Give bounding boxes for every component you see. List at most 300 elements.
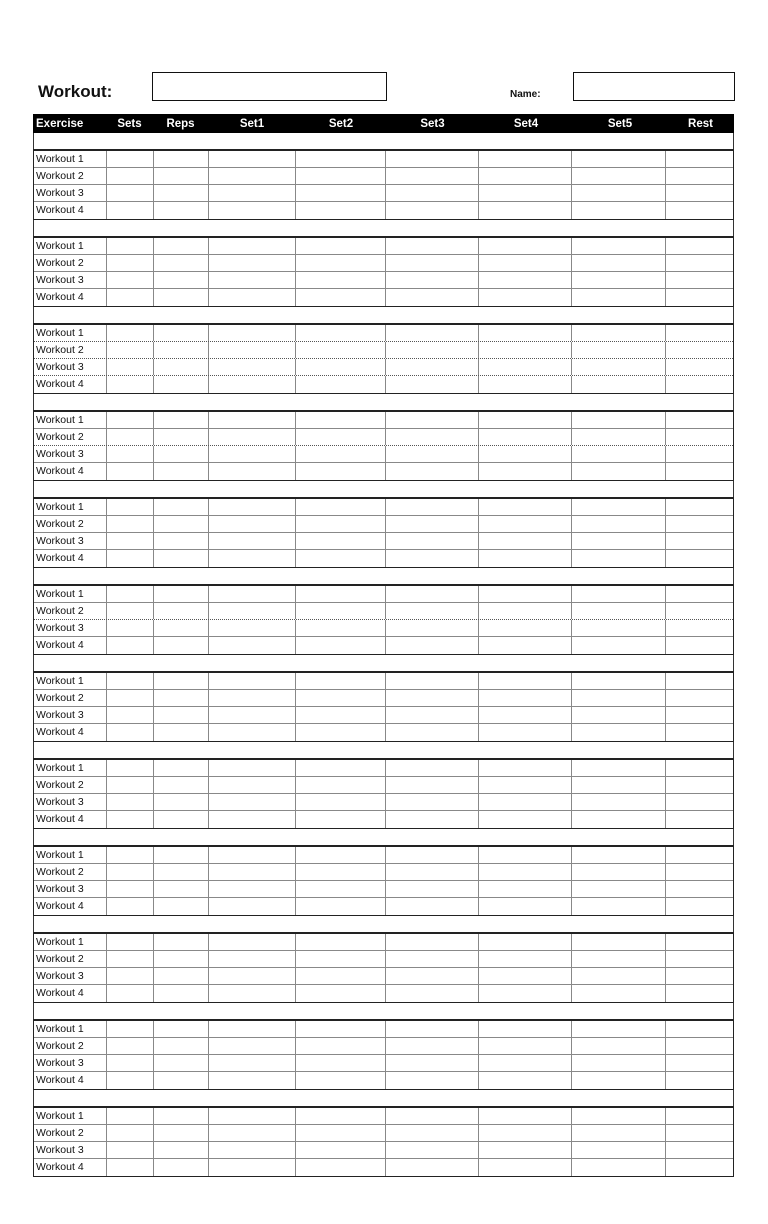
entry-cell[interactable] [666, 1038, 733, 1054]
entry-cell[interactable] [107, 202, 154, 219]
entry-cell[interactable] [572, 342, 666, 358]
entry-cell[interactable] [666, 724, 733, 741]
entry-cell[interactable] [572, 499, 666, 515]
entry-cell[interactable] [209, 864, 297, 880]
entry-cell[interactable] [479, 690, 573, 706]
entry-cell[interactable] [296, 724, 386, 741]
entry-cell[interactable] [209, 934, 297, 950]
entry-cell[interactable] [296, 1159, 386, 1176]
entry-cell[interactable] [479, 289, 573, 306]
entry-cell[interactable] [296, 985, 386, 1002]
entry-cell[interactable] [386, 412, 479, 428]
entry-cell[interactable] [209, 603, 297, 619]
entry-cell[interactable] [666, 289, 733, 306]
entry-cell[interactable] [107, 968, 154, 984]
entry-cell[interactable] [209, 1021, 297, 1037]
entry-cell[interactable] [107, 1038, 154, 1054]
entry-cell[interactable] [386, 586, 479, 602]
entry-cell[interactable] [572, 794, 666, 810]
entry-cell[interactable] [386, 376, 479, 393]
entry-cell[interactable] [296, 272, 386, 288]
entry-cell[interactable] [107, 760, 154, 776]
entry-cell[interactable] [209, 289, 297, 306]
entry-cell[interactable] [296, 968, 386, 984]
entry-cell[interactable] [479, 185, 573, 201]
entry-cell[interactable] [386, 1038, 479, 1054]
entry-cell[interactable] [154, 760, 209, 776]
entry-cell[interactable] [666, 272, 733, 288]
entry-cell[interactable] [572, 359, 666, 375]
entry-cell[interactable] [572, 1072, 666, 1089]
entry-cell[interactable] [107, 620, 154, 636]
entry-cell[interactable] [386, 1108, 479, 1124]
entry-cell[interactable] [209, 516, 297, 532]
entry-cell[interactable] [107, 1159, 154, 1176]
entry-cell[interactable] [666, 1125, 733, 1141]
entry-cell[interactable] [386, 811, 479, 828]
entry-cell[interactable] [666, 359, 733, 375]
entry-cell[interactable] [209, 272, 297, 288]
entry-cell[interactable] [296, 238, 386, 254]
entry-cell[interactable] [572, 272, 666, 288]
entry-cell[interactable] [479, 412, 573, 428]
entry-cell[interactable] [154, 1159, 209, 1176]
entry-cell[interactable] [666, 202, 733, 219]
entry-cell[interactable] [479, 968, 573, 984]
entry-cell[interactable] [296, 376, 386, 393]
entry-cell[interactable] [107, 151, 154, 167]
entry-cell[interactable] [572, 934, 666, 950]
entry-cell[interactable] [666, 777, 733, 793]
entry-cell[interactable] [572, 1055, 666, 1071]
entry-cell[interactable] [107, 586, 154, 602]
entry-cell[interactable] [479, 1038, 573, 1054]
entry-cell[interactable] [209, 376, 297, 393]
entry-cell[interactable] [107, 794, 154, 810]
entry-cell[interactable] [386, 673, 479, 689]
entry-cell[interactable] [296, 794, 386, 810]
entry-cell[interactable] [154, 811, 209, 828]
entry-cell[interactable] [479, 881, 573, 897]
entry-cell[interactable] [154, 794, 209, 810]
entry-cell[interactable] [296, 934, 386, 950]
entry-cell[interactable] [296, 1021, 386, 1037]
entry-cell[interactable] [107, 238, 154, 254]
entry-cell[interactable] [107, 533, 154, 549]
entry-cell[interactable] [296, 637, 386, 654]
entry-cell[interactable] [154, 934, 209, 950]
entry-cell[interactable] [209, 637, 297, 654]
entry-cell[interactable] [479, 238, 573, 254]
entry-cell[interactable] [572, 255, 666, 271]
entry-cell[interactable] [479, 586, 573, 602]
entry-cell[interactable] [666, 934, 733, 950]
entry-cell[interactable] [296, 429, 386, 445]
entry-cell[interactable] [479, 1108, 573, 1124]
entry-cell[interactable] [479, 794, 573, 810]
entry-cell[interactable] [572, 376, 666, 393]
entry-cell[interactable] [154, 586, 209, 602]
entry-cell[interactable] [209, 202, 297, 219]
entry-cell[interactable] [154, 325, 209, 341]
workout-name-field[interactable] [152, 72, 387, 101]
entry-cell[interactable] [296, 499, 386, 515]
entry-cell[interactable] [479, 603, 573, 619]
entry-cell[interactable] [572, 289, 666, 306]
entry-cell[interactable] [666, 185, 733, 201]
entry-cell[interactable] [572, 168, 666, 184]
entry-cell[interactable] [209, 1125, 297, 1141]
entry-cell[interactable] [386, 1021, 479, 1037]
entry-cell[interactable] [154, 707, 209, 723]
entry-cell[interactable] [386, 1142, 479, 1158]
entry-cell[interactable] [666, 1072, 733, 1089]
entry-cell[interactable] [209, 760, 297, 776]
entry-cell[interactable] [154, 185, 209, 201]
entry-cell[interactable] [209, 359, 297, 375]
entry-cell[interactable] [666, 376, 733, 393]
entry-cell[interactable] [479, 325, 573, 341]
entry-cell[interactable] [154, 376, 209, 393]
entry-cell[interactable] [154, 603, 209, 619]
entry-cell[interactable] [107, 847, 154, 863]
entry-cell[interactable] [154, 637, 209, 654]
entry-cell[interactable] [107, 934, 154, 950]
entry-cell[interactable] [154, 881, 209, 897]
entry-cell[interactable] [296, 586, 386, 602]
entry-cell[interactable] [296, 1072, 386, 1089]
entry-cell[interactable] [296, 325, 386, 341]
entry-cell[interactable] [209, 185, 297, 201]
entry-cell[interactable] [666, 499, 733, 515]
entry-cell[interactable] [572, 951, 666, 967]
entry-cell[interactable] [666, 811, 733, 828]
entry-cell[interactable] [572, 620, 666, 636]
entry-cell[interactable] [209, 777, 297, 793]
entry-cell[interactable] [107, 777, 154, 793]
entry-cell[interactable] [572, 968, 666, 984]
entry-cell[interactable] [666, 794, 733, 810]
entry-cell[interactable] [572, 864, 666, 880]
entry-cell[interactable] [209, 794, 297, 810]
entry-cell[interactable] [386, 794, 479, 810]
entry-cell[interactable] [479, 985, 573, 1002]
entry-cell[interactable] [386, 690, 479, 706]
entry-cell[interactable] [572, 1108, 666, 1124]
entry-cell[interactable] [209, 342, 297, 358]
entry-cell[interactable] [209, 1108, 297, 1124]
entry-cell[interactable] [572, 185, 666, 201]
entry-cell[interactable] [572, 690, 666, 706]
entry-cell[interactable] [107, 811, 154, 828]
entry-cell[interactable] [479, 898, 573, 915]
entry-cell[interactable] [386, 342, 479, 358]
entry-cell[interactable] [209, 847, 297, 863]
entry-cell[interactable] [572, 1021, 666, 1037]
entry-cell[interactable] [479, 760, 573, 776]
entry-cell[interactable] [154, 968, 209, 984]
entry-cell[interactable] [107, 637, 154, 654]
entry-cell[interactable] [386, 429, 479, 445]
entry-cell[interactable] [154, 151, 209, 167]
entry-cell[interactable] [107, 325, 154, 341]
entry-cell[interactable] [666, 168, 733, 184]
entry-cell[interactable] [296, 463, 386, 480]
entry-cell[interactable] [296, 777, 386, 793]
entry-cell[interactable] [296, 168, 386, 184]
entry-cell[interactable] [154, 1038, 209, 1054]
entry-cell[interactable] [479, 463, 573, 480]
entry-cell[interactable] [479, 272, 573, 288]
entry-cell[interactable] [107, 168, 154, 184]
entry-cell[interactable] [154, 168, 209, 184]
entry-cell[interactable] [154, 724, 209, 741]
entry-cell[interactable] [154, 446, 209, 462]
entry-cell[interactable] [572, 412, 666, 428]
entry-cell[interactable] [386, 446, 479, 462]
entry-cell[interactable] [296, 690, 386, 706]
entry-cell[interactable] [666, 533, 733, 549]
entry-cell[interactable] [209, 446, 297, 462]
entry-cell[interactable] [666, 603, 733, 619]
entry-cell[interactable] [386, 1072, 479, 1089]
entry-cell[interactable] [572, 985, 666, 1002]
entry-cell[interactable] [107, 185, 154, 201]
entry-cell[interactable] [107, 516, 154, 532]
entry-cell[interactable] [386, 463, 479, 480]
entry-cell[interactable] [154, 429, 209, 445]
entry-cell[interactable] [572, 446, 666, 462]
entry-cell[interactable] [479, 255, 573, 271]
entry-cell[interactable] [296, 533, 386, 549]
entry-cell[interactable] [666, 968, 733, 984]
entry-cell[interactable] [572, 637, 666, 654]
entry-cell[interactable] [154, 238, 209, 254]
entry-cell[interactable] [209, 985, 297, 1002]
entry-cell[interactable] [572, 760, 666, 776]
entry-cell[interactable] [209, 1038, 297, 1054]
entry-cell[interactable] [107, 898, 154, 915]
entry-cell[interactable] [666, 412, 733, 428]
entry-cell[interactable] [107, 342, 154, 358]
entry-cell[interactable] [479, 202, 573, 219]
entry-cell[interactable] [154, 777, 209, 793]
entry-cell[interactable] [296, 1055, 386, 1071]
entry-cell[interactable] [296, 864, 386, 880]
entry-cell[interactable] [386, 934, 479, 950]
entry-cell[interactable] [666, 1108, 733, 1124]
entry-cell[interactable] [386, 151, 479, 167]
entry-cell[interactable] [479, 151, 573, 167]
entry-cell[interactable] [479, 1072, 573, 1089]
entry-cell[interactable] [479, 1021, 573, 1037]
entry-cell[interactable] [572, 202, 666, 219]
entry-cell[interactable] [107, 1021, 154, 1037]
entry-cell[interactable] [479, 620, 573, 636]
entry-cell[interactable] [107, 376, 154, 393]
entry-cell[interactable] [386, 1055, 479, 1071]
entry-cell[interactable] [296, 603, 386, 619]
entry-cell[interactable] [479, 951, 573, 967]
entry-cell[interactable] [479, 864, 573, 880]
entry-cell[interactable] [154, 1108, 209, 1124]
entry-cell[interactable] [479, 429, 573, 445]
entry-cell[interactable] [209, 550, 297, 567]
entry-cell[interactable] [666, 516, 733, 532]
entry-cell[interactable] [386, 238, 479, 254]
entry-cell[interactable] [209, 586, 297, 602]
entry-cell[interactable] [666, 951, 733, 967]
entry-cell[interactable] [572, 1125, 666, 1141]
entry-cell[interactable] [296, 151, 386, 167]
entry-cell[interactable] [572, 898, 666, 915]
entry-cell[interactable] [666, 881, 733, 897]
entry-cell[interactable] [107, 412, 154, 428]
entry-cell[interactable] [479, 934, 573, 950]
entry-cell[interactable] [572, 1142, 666, 1158]
entry-cell[interactable] [209, 255, 297, 271]
entry-cell[interactable] [386, 637, 479, 654]
entry-cell[interactable] [209, 412, 297, 428]
entry-cell[interactable] [386, 724, 479, 741]
entry-cell[interactable] [154, 289, 209, 306]
entry-cell[interactable] [386, 533, 479, 549]
entry-cell[interactable] [572, 707, 666, 723]
entry-cell[interactable] [386, 272, 479, 288]
entry-cell[interactable] [209, 499, 297, 515]
entry-cell[interactable] [479, 1159, 573, 1176]
entry-cell[interactable] [479, 724, 573, 741]
entry-cell[interactable] [154, 898, 209, 915]
entry-cell[interactable] [154, 463, 209, 480]
entry-cell[interactable] [209, 881, 297, 897]
entry-cell[interactable] [296, 707, 386, 723]
entry-cell[interactable] [666, 342, 733, 358]
entry-cell[interactable] [479, 550, 573, 567]
entry-cell[interactable] [296, 202, 386, 219]
entry-cell[interactable] [572, 847, 666, 863]
entry-cell[interactable] [666, 707, 733, 723]
entry-cell[interactable] [209, 707, 297, 723]
entry-cell[interactable] [666, 620, 733, 636]
entry-cell[interactable] [572, 811, 666, 828]
entry-cell[interactable] [107, 1108, 154, 1124]
entry-cell[interactable] [154, 951, 209, 967]
entry-cell[interactable] [666, 550, 733, 567]
entry-cell[interactable] [386, 499, 479, 515]
entry-cell[interactable] [386, 985, 479, 1002]
entry-cell[interactable] [572, 673, 666, 689]
entry-cell[interactable] [154, 412, 209, 428]
entry-cell[interactable] [107, 1125, 154, 1141]
entry-cell[interactable] [107, 272, 154, 288]
entry-cell[interactable] [386, 620, 479, 636]
entry-cell[interactable] [386, 864, 479, 880]
entry-cell[interactable] [107, 707, 154, 723]
person-name-field[interactable] [573, 72, 735, 101]
entry-cell[interactable] [107, 289, 154, 306]
entry-cell[interactable] [209, 690, 297, 706]
entry-cell[interactable] [296, 185, 386, 201]
entry-cell[interactable] [107, 255, 154, 271]
entry-cell[interactable] [479, 777, 573, 793]
entry-cell[interactable] [209, 1055, 297, 1071]
entry-cell[interactable] [479, 847, 573, 863]
entry-cell[interactable] [386, 1125, 479, 1141]
entry-cell[interactable] [209, 1072, 297, 1089]
entry-cell[interactable] [386, 777, 479, 793]
entry-cell[interactable] [666, 690, 733, 706]
entry-cell[interactable] [666, 1159, 733, 1176]
entry-cell[interactable] [666, 864, 733, 880]
entry-cell[interactable] [154, 550, 209, 567]
entry-cell[interactable] [107, 1142, 154, 1158]
entry-cell[interactable] [154, 985, 209, 1002]
entry-cell[interactable] [572, 325, 666, 341]
entry-cell[interactable] [296, 1125, 386, 1141]
entry-cell[interactable] [386, 847, 479, 863]
entry-cell[interactable] [107, 985, 154, 1002]
entry-cell[interactable] [386, 185, 479, 201]
entry-cell[interactable] [296, 1142, 386, 1158]
entry-cell[interactable] [666, 760, 733, 776]
entry-cell[interactable] [154, 533, 209, 549]
entry-cell[interactable] [209, 1142, 297, 1158]
entry-cell[interactable] [666, 673, 733, 689]
entry-cell[interactable] [386, 550, 479, 567]
entry-cell[interactable] [209, 968, 297, 984]
entry-cell[interactable] [296, 1038, 386, 1054]
entry-cell[interactable] [154, 499, 209, 515]
entry-cell[interactable] [386, 707, 479, 723]
entry-cell[interactable] [666, 898, 733, 915]
entry-cell[interactable] [386, 255, 479, 271]
entry-cell[interactable] [154, 516, 209, 532]
entry-cell[interactable] [572, 238, 666, 254]
entry-cell[interactable] [572, 603, 666, 619]
entry-cell[interactable] [107, 690, 154, 706]
entry-cell[interactable] [154, 1021, 209, 1037]
entry-cell[interactable] [572, 550, 666, 567]
entry-cell[interactable] [479, 359, 573, 375]
entry-cell[interactable] [296, 446, 386, 462]
entry-cell[interactable] [296, 289, 386, 306]
entry-cell[interactable] [479, 376, 573, 393]
entry-cell[interactable] [666, 985, 733, 1002]
entry-cell[interactable] [296, 847, 386, 863]
entry-cell[interactable] [154, 1055, 209, 1071]
entry-cell[interactable] [666, 255, 733, 271]
entry-cell[interactable] [386, 168, 479, 184]
entry-cell[interactable] [107, 463, 154, 480]
entry-cell[interactable] [107, 864, 154, 880]
entry-cell[interactable] [479, 1142, 573, 1158]
entry-cell[interactable] [386, 603, 479, 619]
entry-cell[interactable] [572, 151, 666, 167]
entry-cell[interactable] [209, 1159, 297, 1176]
entry-cell[interactable] [666, 847, 733, 863]
entry-cell[interactable] [479, 499, 573, 515]
entry-cell[interactable] [209, 724, 297, 741]
entry-cell[interactable] [666, 446, 733, 462]
entry-cell[interactable] [666, 238, 733, 254]
entry-cell[interactable] [296, 811, 386, 828]
entry-cell[interactable] [209, 898, 297, 915]
entry-cell[interactable] [572, 1159, 666, 1176]
entry-cell[interactable] [154, 272, 209, 288]
entry-cell[interactable] [479, 446, 573, 462]
entry-cell[interactable] [479, 168, 573, 184]
